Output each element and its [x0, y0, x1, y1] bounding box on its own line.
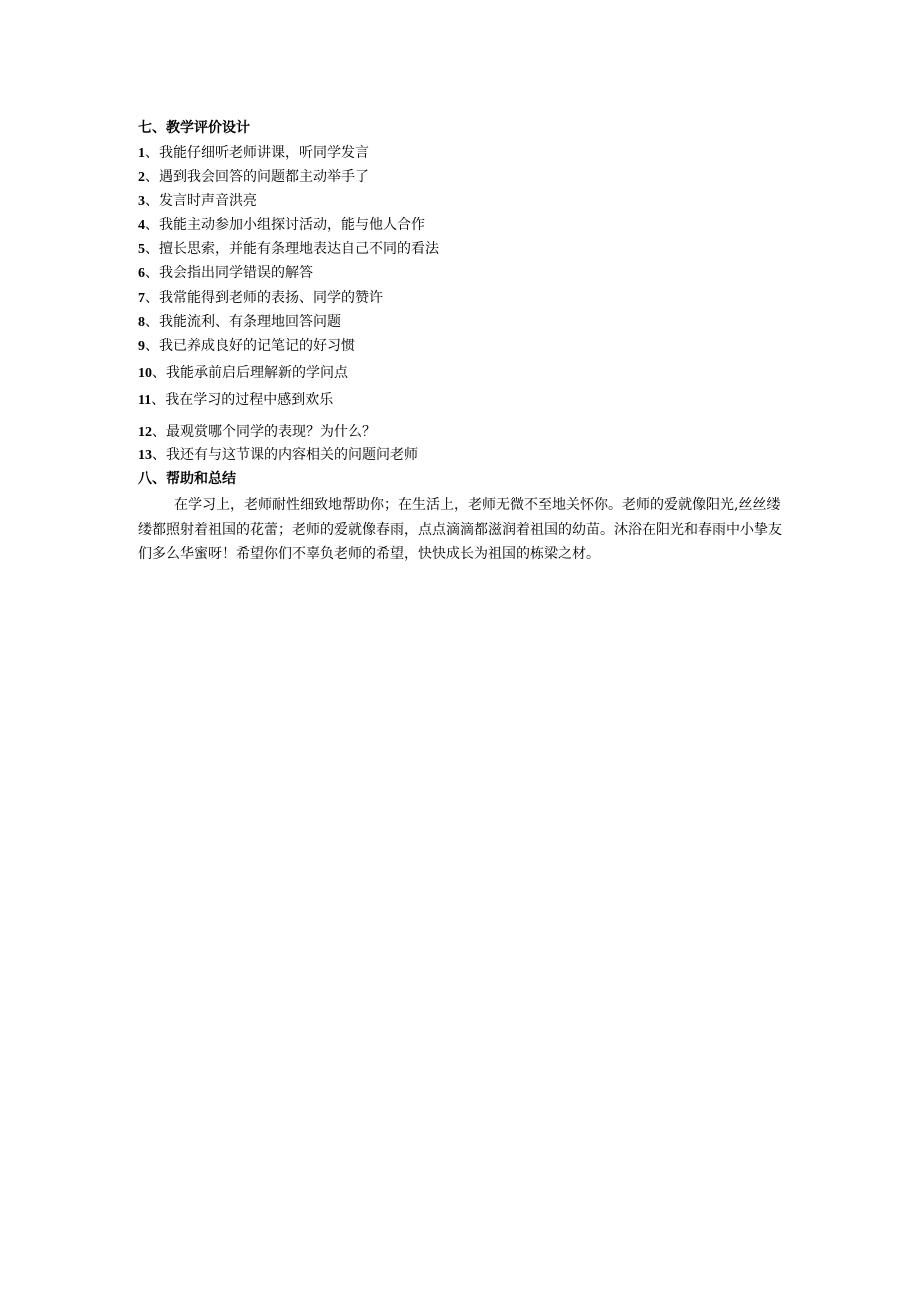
item-number: 1 — [138, 146, 145, 161]
item-text: 、我常能得到老师的表扬、同学的赞许 — [145, 290, 383, 306]
item-text: 、我能流利、有条理地回答问题 — [145, 314, 341, 330]
item-number: 11 — [138, 393, 152, 408]
section-7-heading: 七、教学评价设计 — [138, 120, 250, 136]
item-number: 13 — [138, 448, 152, 463]
item-number: 12 — [138, 425, 152, 440]
item-text: 、我在学习的过程中感到欢乐 — [151, 392, 334, 408]
item-text: 、我还有与这节课的内容相关的问题问老师 — [152, 447, 418, 463]
evaluation-item-9 — [138, 337, 355, 356]
evaluation-item-4 — [138, 216, 425, 235]
item-text: 、擅长思索，并能有条理地表达自己不同的看法 — [145, 241, 439, 257]
evaluation-item-3 — [138, 192, 257, 211]
evaluation-item-6 — [138, 264, 313, 283]
evaluation-item-5 — [138, 240, 439, 259]
evaluation-item-2 — [138, 168, 369, 187]
evaluation-item-13 — [138, 446, 418, 465]
evaluation-item-8 — [138, 313, 341, 332]
item-number: 4 — [138, 218, 145, 233]
section-8-heading: 八、帮助和总结 — [138, 471, 236, 487]
item-number: 7 — [138, 291, 145, 306]
item-number: 10 — [138, 366, 152, 381]
item-text: 、我能承前启后理解新的学问点 — [152, 365, 348, 381]
item-text: 、我会指出同学错误的解答 — [145, 265, 313, 281]
item-number: 2 — [138, 170, 145, 185]
item-text: 、我能仔细听老师讲课，听同学发言 — [145, 145, 369, 161]
evaluation-item-7 — [138, 289, 383, 308]
item-text: 、我已养成良好的记笔记的好习惯 — [145, 338, 355, 354]
evaluation-item-11 — [138, 391, 333, 410]
summary-paragraph: 在学习上，老师耐性细致地帮助你；在生活上，老师无微不至地关怀你。老师的爱就像阳光,丝丝缕缕都照射着祖国的花蕾；老师的爱就像春雨，点点滴滴都滋润着祖国的幼苗。沐浴在阳光和春雨中小挚友们多么华蜜呀！希望你们不辜负老师的希望，快快成长为祖国的栋梁之材。 — [138, 497, 782, 562]
item-text: 、发言时声音洪亮 — [145, 193, 257, 209]
item-number: 6 — [138, 266, 145, 281]
evaluation-item-12 — [138, 423, 376, 442]
evaluation-item-10 — [138, 364, 348, 383]
item-text: 、最观赏哪个同学的表现？为什么？ — [152, 424, 376, 440]
item-text: 、遇到我会回答的问题都主动举手了 — [145, 169, 369, 185]
item-number: 5 — [138, 242, 145, 257]
item-number: 3 — [138, 194, 145, 209]
item-number: 8 — [138, 315, 145, 330]
item-text: 、我能主动参加小组探讨活动，能与他人合作 — [145, 217, 425, 233]
item-number: 9 — [138, 339, 145, 354]
evaluation-item-1 — [138, 144, 369, 163]
